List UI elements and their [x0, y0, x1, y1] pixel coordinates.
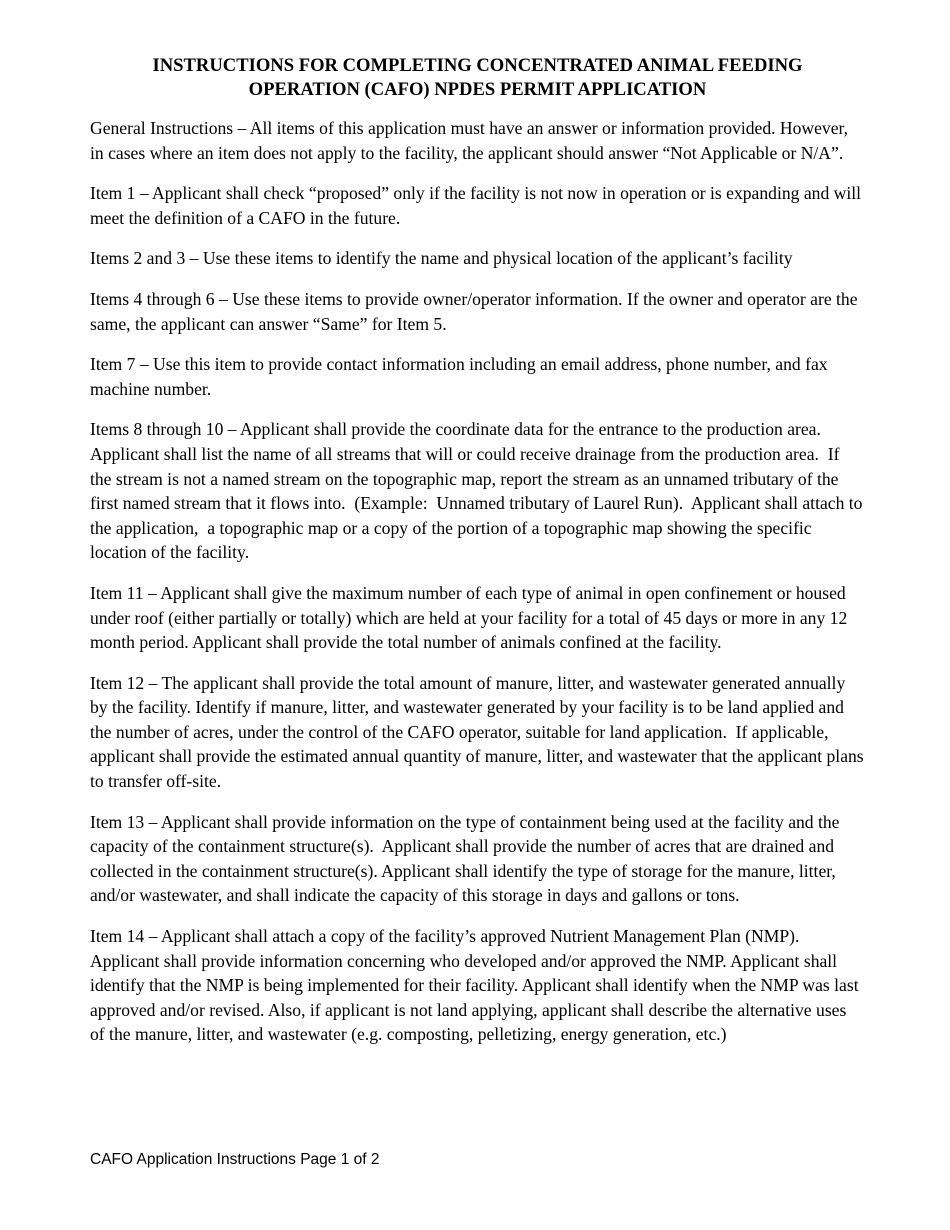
item-11-paragraph: Item 11 – Applicant shall give the maximum number of each type of animal in open confinement or housed under roof (either partially or totally) which are held at your facility for a total of 45 days or more in any 12 month period. Applicant shall provide the total number of animals confined at the facility.	[90, 582, 852, 653]
title-line-1: INSTRUCTIONS FOR COMPLETING CONCENTRATED ANIMAL FEEDING	[152, 55, 803, 76]
item-14-paragraph: Item 14 – Applicant shall attach a copy of the facility’s approved Nutrient Management Plan (NMP). Applicant shall provide information concerning who developed and/or approved the NMP. Applicant shall identify that the NMP is being implemented for their facility. Applicant shall identify when the NMP was last approved and/or revised. Also, if applicant is not land applying, applicant shall describe the alternative uses of the manure, litter, and wastewater (e.g. composting, pelletizing, energy generation, etc.)	[90, 926, 864, 1045]
item-1-paragraph: Item 1 – Applicant shall check “proposed” only if the facility is not now in operation or is expanding and will meet the definition of a CAFO in the future.	[90, 183, 866, 228]
document-page	[90, 54, 869, 1063]
item-7-paragraph: Item 7 – Use this item to provide contact information including an email address, phone number, and fax machine number.	[90, 354, 832, 399]
items-2-3-paragraph: Items 2 and 3 – Use these items to identify the name and physical location of the applicant’s facility	[90, 248, 793, 269]
document-title	[90, 54, 865, 102]
items-8-10-paragraph: Items 8 through 10 – Applicant shall provide the coordinate data for the entrance to the production area. Applicant shall list the name of all streams that will or could receive drainage from the production area. If the stream is not a named stream on the topographic map, report the stream as an unnamed tributary of the first named stream that it flows into. (Example: Unnamed tributary of Laurel Run). Applicant shall attach to the application, a topographic map or a copy of the portion of a topographic map showing the specific location of the facility.	[90, 419, 867, 563]
items-4-6-paragraph: Items 4 through 6 – Use these items to provide owner/operator information. If the owner and operator are the same, the applicant can answer “Same” for Item 5.	[90, 288, 862, 334]
page-footer: CAFO Application Instructions Page 1 of 2	[90, 1151, 380, 1168]
title-line-2: OPERATION (CAFO) NPDES PERMIT APPLICATION	[248, 79, 707, 100]
item-13-paragraph: Item 13 – Applicant shall provide information on the type of containment being used at the facility and the capacity of the containment structure(s). Applicant shall provide the number of acres that are drained and collected in the containment structure(s). Applicant shall identify the type of storage for the manure, litter, and/or wastewater, and shall indicate the capacity of this storage in days and gallons or tons.	[90, 811, 844, 906]
general-instructions-paragraph: General Instructions – All items of this application must have an answer or information provided. However, in cases where an item does not apply to the facility, the applicant should answer “Not Applicable or N/A”.	[90, 118, 853, 163]
item-12-paragraph: Item 12 – The applicant shall provide the total amount of manure, litter, and wastewater generated annually by the facility. Identify if manure, litter, and wastewater generated by your facility is to be land applied and the number of acres, under the control of the CAFO operator, suitable for land application. If applicable, applicant shall provide the estimated annual quantity of manure, litter, and wastewater that the applicant plans to transfer off-site.	[90, 672, 869, 792]
